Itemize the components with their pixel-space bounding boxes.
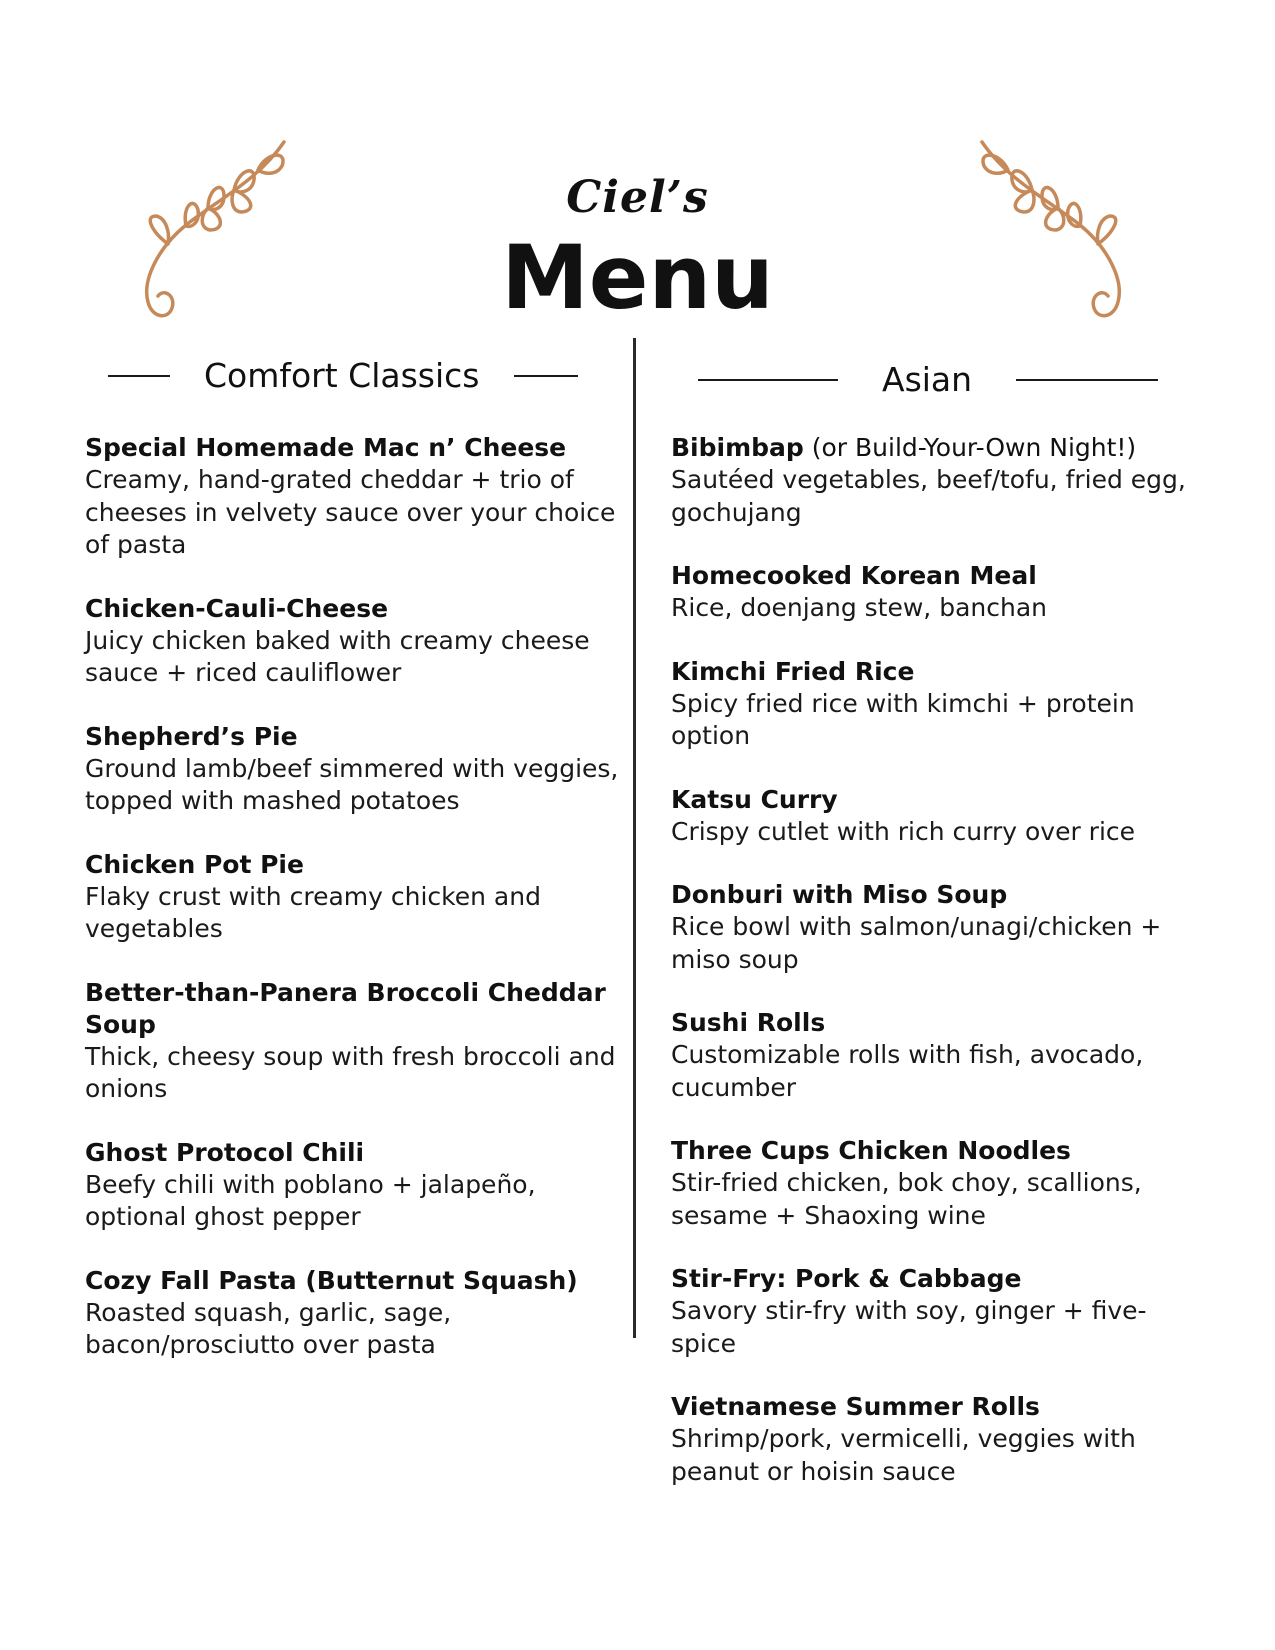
menu-item-name: Stir-Fry: Pork & Cabbage (671, 1264, 1022, 1293)
menu-item (85, 849, 625, 946)
menu-item-description: Shrimp/pork, vermicelli, veggies with peanut or hoisin sauce (671, 1424, 1136, 1486)
section-heading-asian (698, 360, 1158, 400)
menu-item (85, 1265, 625, 1362)
menu-item (85, 593, 625, 690)
menu-item-description: Savory stir-fry with soy, ginger + five-spice (671, 1296, 1147, 1358)
menu-item-description: Customizable rolls with fish, avocado, cucumber (671, 1040, 1144, 1102)
menu-item (671, 432, 1211, 529)
menu-item-name (671, 432, 1211, 464)
menu-item-name: Katsu Curry (671, 784, 838, 814)
menu-item-description: Crispy cutlet with rich curry over rice (671, 816, 1136, 846)
menu-item-description: Creamy, hand-grated cheddar + trio of cheeses in velvety sauce over your choice of pasta (85, 465, 616, 559)
comfort-classics-list (85, 432, 625, 1393)
menu-item (671, 656, 1211, 753)
menu-item-name: Sushi Rolls (671, 1008, 826, 1037)
menu-item-name: Special Homemade Mac n’ Cheese (85, 433, 567, 462)
menu-item-name: Shepherd’s Pie (85, 721, 298, 751)
menu-item-description: Ground lamb/beef simmered with veggies, topped with mashed potatoes (85, 753, 619, 815)
column-divider (633, 338, 636, 1338)
menu-item-name: Chicken-Cauli-Cheese (85, 593, 389, 623)
menu-item (671, 784, 1211, 849)
menu-item-description: Thick, cheesy soup with fresh broccoli and onions (85, 1041, 616, 1103)
menu-item-name: Ghost Protocol Chili (85, 1137, 365, 1167)
menu-item-title: Bibimbap (671, 433, 804, 462)
menu-item (671, 1007, 1211, 1104)
menu-item-name: Better-than-Panera Broccoli Cheddar Soup (85, 977, 606, 1039)
menu-item-name: Kimchi Fried Rice (671, 656, 915, 686)
menu-item-name: Vietnamese Summer Rolls (671, 1392, 1040, 1421)
menu-item-note: (or Build-Your-Own Night!) (803, 433, 1137, 462)
menu-item-description: Sautéed vegetables, beef/tofu, fried egg, gochujang (671, 465, 1186, 527)
menu-item (671, 1263, 1211, 1360)
section-heading-label: Asian (882, 360, 973, 399)
heading-rule (108, 375, 170, 377)
menu-item-description: Flaky crust with creamy chicken and vegetables (85, 881, 541, 943)
menu-item-description: Roasted squash, garlic, sage, bacon/prosciutto over pasta (85, 1297, 452, 1359)
asian-list (671, 432, 1211, 1519)
menu-item (671, 879, 1211, 976)
menu-item-name: Donburi with Miso Soup (671, 880, 1008, 909)
section-heading-label: Comfort Classics (204, 356, 480, 395)
menu-item-name: Three Cups Chicken Noodles (671, 1136, 1071, 1165)
heading-rule (1016, 379, 1158, 381)
menu-item-description: Juicy chicken baked with creamy cheese sauce + riced cauliflower (85, 625, 590, 687)
page-title: Menu (501, 226, 774, 329)
menu-item (671, 1391, 1211, 1488)
brand-name: Ciel’s (566, 172, 709, 223)
menu-item (85, 1137, 625, 1234)
section-heading-comfort (108, 356, 578, 396)
heading-rule (698, 379, 838, 381)
menu-item (671, 560, 1211, 625)
heading-rule (514, 375, 578, 377)
menu-item (85, 432, 625, 562)
menu-item-name: Homecooked Korean Meal (671, 561, 1037, 590)
menu-item (671, 1135, 1211, 1232)
menu-item-name: Chicken Pot Pie (85, 849, 304, 879)
menu-item-description: Beefy chili with poblano + jalapeño, optional ghost pepper (85, 1169, 536, 1231)
menu-item-description: Rice bowl with salmon/unagi/chicken + miso soup (671, 912, 1162, 974)
menu-item-description: Rice, doenjang stew, banchan (671, 593, 1047, 622)
menu-item-name: Cozy Fall Pasta (Butternut Squash) (85, 1265, 578, 1295)
menu-item-description: Spicy fried rice with kimchi + protein option (671, 688, 1135, 750)
menu-item (85, 721, 625, 818)
menu-item (85, 977, 625, 1106)
menu-item-description: Stir-fried chicken, bok choy, scallions, sesame + Shaoxing wine (671, 1168, 1142, 1230)
